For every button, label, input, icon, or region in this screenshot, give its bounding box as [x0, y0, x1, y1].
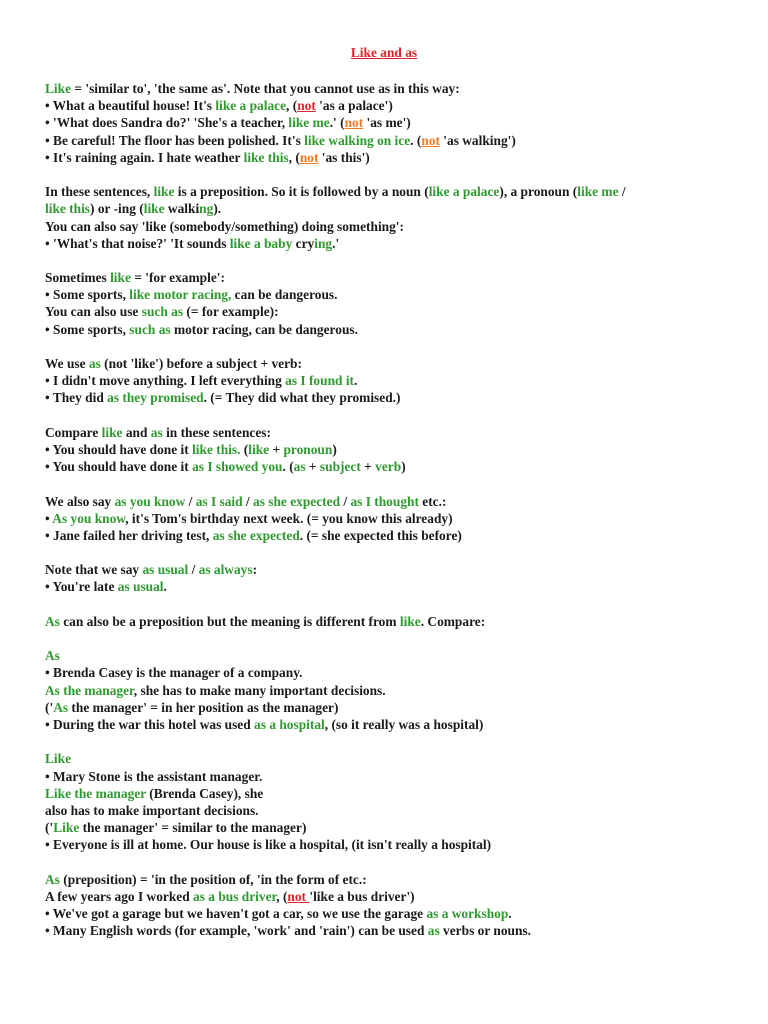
- example-highlight: verb: [375, 459, 402, 475]
- example-highlight: like this: [45, 201, 91, 217]
- text-segment: can be dangerous.: [231, 287, 338, 303]
- text-segment: , (: [286, 98, 298, 114]
- blank-line: [45, 544, 735, 561]
- text-segment: etc.:: [418, 493, 447, 509]
- text-segment: •: [45, 510, 53, 526]
- text-segment: ): [332, 441, 337, 457]
- text-segment: In these sentences,: [45, 184, 154, 200]
- text-segment: (= for example):: [183, 304, 279, 320]
- text-line: [45, 871, 735, 888]
- text-segment: ), a pronoun (: [499, 184, 578, 200]
- text-segment: , (: [288, 149, 300, 165]
- text-line: [45, 785, 735, 802]
- example-highlight: as a bus driver: [193, 888, 277, 904]
- text-segment: also has to make important decisions.: [45, 802, 259, 818]
- text-line: [45, 114, 735, 131]
- example-highlight: such as: [141, 304, 184, 320]
- example-highlight: Like the manager: [45, 785, 146, 801]
- text-segment: 'as me'): [363, 115, 411, 131]
- text-segment: , (: [276, 888, 288, 904]
- text-line: [45, 578, 735, 595]
- text-line: [45, 802, 735, 819]
- text-line: [45, 97, 735, 114]
- text-segment: :: [252, 562, 258, 578]
- text-line: [45, 768, 735, 785]
- example-highlight: as you know: [114, 493, 186, 509]
- example-highlight: like: [399, 613, 421, 629]
- text-segment: . (: [282, 459, 294, 475]
- text-line: [45, 355, 735, 372]
- example-highlight: as: [88, 356, 101, 371]
- example-highlight: Like: [45, 81, 72, 96]
- text-segment: You can also say 'like (somebody/something) doing something':: [45, 218, 404, 234]
- text-segment: . (= she expected this before): [299, 527, 462, 543]
- example-highlight: Like: [45, 751, 72, 767]
- example-highlight: like this.: [192, 441, 241, 457]
- example-highlight: As the manager: [45, 682, 134, 698]
- text-segment: the manager' = in her position as the manager): [68, 699, 339, 715]
- example-highlight: as they promised: [107, 390, 204, 406]
- text-segment: We use: [45, 356, 89, 371]
- text-segment: • Some sports,: [45, 321, 130, 337]
- text-segment: ): [401, 459, 406, 475]
- example-highlight: as always: [198, 562, 253, 578]
- blank-line: [45, 853, 735, 870]
- text-segment: • What a beautiful house! It's: [45, 98, 216, 114]
- text-segment: • They did: [45, 390, 108, 406]
- text-line: [45, 493, 735, 510]
- example-highlight: as a workshop: [426, 906, 509, 921]
- text-segment: • You're late: [45, 579, 118, 595]
- text-line: [45, 922, 735, 939]
- text-segment: (: [240, 441, 249, 457]
- text-line: [45, 527, 735, 544]
- blank-line: [45, 252, 735, 269]
- text-segment: 'as this'): [318, 149, 370, 165]
- text-segment: .': [332, 235, 340, 251]
- text-segment: (not 'like') before a subject + verb:: [100, 356, 302, 371]
- example-highlight: Like: [53, 820, 80, 836]
- text-segment: +: [269, 441, 284, 457]
- text-segment: /: [242, 493, 253, 509]
- not-marker: not: [421, 132, 440, 148]
- text-line: [45, 183, 735, 200]
- text-segment: • 'What does Sandra do?' 'She's a teacher,: [45, 115, 289, 131]
- text-segment: +: [360, 459, 376, 475]
- text-line: [45, 819, 735, 836]
- example-highlight: ng: [199, 201, 214, 217]
- text-line: [45, 836, 735, 853]
- text-segment: 'as a palace'): [315, 98, 393, 114]
- text-line: [45, 888, 735, 905]
- example-highlight: as: [150, 424, 163, 440]
- example-highlight: As: [53, 699, 69, 715]
- example-highlight: as usual: [142, 562, 189, 578]
- text-segment: is a preposition. So it is followed by a noun (: [174, 184, 429, 200]
- text-segment: (': [45, 820, 54, 836]
- text-line: [45, 235, 735, 252]
- text-segment: the manager' = similar to the manager): [79, 820, 307, 836]
- example-highlight: subject: [319, 459, 361, 475]
- text-segment: in these sentences:: [162, 424, 271, 440]
- example-highlight: as a hospital: [254, 716, 325, 732]
- example-highlight: As you know: [52, 510, 126, 526]
- text-segment: • Jane failed her driving test,: [45, 527, 213, 543]
- text-line: [45, 303, 735, 320]
- not-marker: not: [299, 149, 319, 165]
- text-segment: /: [188, 562, 199, 578]
- text-segment: • Some sports,: [45, 287, 130, 303]
- text-segment: /: [185, 493, 196, 509]
- text-segment: .: [508, 906, 512, 921]
- text-line: [45, 424, 735, 441]
- example-highlight: As: [45, 613, 60, 629]
- text-line: [45, 389, 735, 406]
- text-line: [45, 613, 735, 630]
- text-segment: can also be a preposition but the meaning is different from: [59, 613, 400, 629]
- text-line: [45, 699, 735, 716]
- example-highlight: pronoun: [283, 441, 333, 457]
- example-highlight: As: [45, 648, 60, 664]
- text-line: [45, 682, 735, 699]
- not-marker: not: [287, 888, 310, 904]
- example-highlight: like: [248, 441, 270, 457]
- text-segment: You can also use: [45, 304, 142, 320]
- text-segment: • You should have done it: [45, 441, 193, 457]
- text-line: [45, 149, 735, 166]
- text-segment: walki: [164, 201, 200, 217]
- example-highlight: like: [143, 201, 165, 217]
- blank-line: [45, 407, 735, 424]
- example-highlight: like me: [288, 115, 330, 131]
- text-segment: We also say: [45, 493, 115, 509]
- document-body: [45, 80, 735, 939]
- text-line: [45, 647, 735, 664]
- text-segment: . (= They did what they promised.): [203, 390, 401, 406]
- text-segment: and: [122, 424, 151, 440]
- blank-line: [45, 733, 735, 750]
- blank-line: [45, 630, 735, 647]
- text-segment: • You should have done it: [45, 459, 193, 475]
- example-highlight: like walking on ice: [304, 132, 411, 148]
- text-line: [45, 80, 735, 97]
- text-segment: A few years ago I worked: [45, 888, 194, 904]
- text-segment: /: [340, 493, 351, 509]
- text-segment: • Mary Stone is the assistant manager.: [45, 768, 263, 784]
- example-highlight: as she expected: [253, 493, 341, 509]
- text-segment: , it's Tom's birthday next week. (= you know this already): [125, 510, 453, 526]
- text-line: [45, 664, 735, 681]
- example-highlight: like: [153, 184, 175, 200]
- page-title: Like and as: [350, 45, 418, 60]
- text-segment: Sometimes: [45, 270, 111, 286]
- text-line: [45, 716, 735, 733]
- text-segment: cry: [292, 235, 315, 251]
- example-highlight: as she expected: [212, 527, 300, 543]
- text-segment: , (so it really was a hospital): [324, 716, 484, 732]
- example-highlight: like a palace: [215, 98, 287, 114]
- blank-line: [45, 596, 735, 613]
- text-line: [45, 269, 735, 286]
- not-marker: not: [297, 98, 316, 114]
- text-line: [45, 372, 735, 389]
- text-segment: • During the war this hotel was used: [45, 716, 255, 732]
- text-line: [45, 510, 735, 527]
- not-marker: not: [344, 115, 364, 131]
- example-highlight: as I thought: [350, 493, 419, 509]
- example-highlight: like me: [577, 184, 619, 200]
- text-line: [45, 561, 735, 578]
- text-segment: +: [305, 459, 320, 475]
- text-segment: 'like a bus driver'): [309, 888, 415, 904]
- text-segment: • Everyone is ill at home. Our house is like a hospital, (it isn't really a hospital): [45, 837, 492, 853]
- blank-line: [45, 338, 735, 355]
- text-segment: • I didn't move anything. I left everything: [45, 373, 286, 389]
- text-segment: , she has to make many important decisions.: [133, 682, 386, 698]
- text-segment: (Brenda Casey), she: [145, 785, 264, 801]
- text-segment: .' (: [329, 115, 345, 131]
- text-segment: • Brenda Casey is the manager of a company.: [45, 665, 303, 681]
- text-segment: .: [163, 579, 167, 595]
- text-segment: 'as walking'): [439, 132, 516, 148]
- example-highlight: like this: [243, 149, 289, 165]
- example-highlight: like: [110, 270, 131, 286]
- example-highlight: As: [45, 871, 60, 887]
- text-line: [45, 750, 735, 767]
- text-segment: ) or -ing (: [90, 201, 144, 217]
- text-line: [45, 321, 735, 338]
- example-highlight: like a baby: [229, 235, 293, 251]
- text-segment: verbs or nouns.: [439, 923, 531, 939]
- example-highlight: like a palace: [428, 184, 500, 200]
- text-line: [45, 200, 735, 217]
- example-highlight: as I showed you: [192, 459, 283, 475]
- text-line: [45, 458, 735, 475]
- text-segment: motor racing, can be dangerous.: [170, 321, 358, 337]
- text-segment: = 'for example':: [130, 270, 225, 286]
- blank-line: [45, 166, 735, 183]
- example-highlight: such as: [129, 321, 171, 337]
- text-segment: Note that we say: [45, 562, 143, 578]
- text-segment: (': [45, 699, 54, 715]
- text-line: [45, 286, 735, 303]
- text-line: [45, 132, 735, 149]
- text-segment: . Compare:: [420, 613, 486, 629]
- example-highlight: as: [427, 923, 440, 939]
- example-highlight: like: [101, 424, 123, 440]
- example-highlight: as usual: [117, 579, 164, 595]
- example-highlight: ing: [314, 235, 333, 251]
- example-highlight: as I found it: [285, 373, 354, 389]
- text-segment: Compare: [45, 424, 102, 440]
- example-highlight: as: [293, 459, 306, 475]
- text-line: [45, 441, 735, 458]
- text-segment: (preposition) = 'in the position of, 'in the form of etc.:: [59, 871, 367, 887]
- text-segment: • Many English words (for example, 'work' and 'rain') can be used: [45, 923, 428, 939]
- text-segment: • Be careful! The floor has been polished. It's: [45, 132, 305, 148]
- text-segment: ).: [213, 201, 222, 217]
- text-segment: • It's raining again. I hate weather: [45, 149, 244, 165]
- text-segment: • 'What's that noise?' 'It sounds: [45, 235, 230, 251]
- example-highlight: like motor racing,: [129, 287, 232, 303]
- text-segment: • We've got a garage but we haven't got a car, so we use the garage: [45, 906, 427, 921]
- text-segment: . (: [410, 132, 422, 148]
- text-line: [45, 905, 735, 922]
- text-segment: .: [354, 373, 358, 389]
- text-line: [45, 218, 735, 235]
- example-highlight: as I said: [195, 493, 243, 509]
- blank-line: [45, 475, 735, 492]
- text-segment: /: [618, 184, 626, 200]
- text-segment: = 'similar to', 'the same as'. Note that you cannot use as in this way:: [71, 81, 460, 96]
